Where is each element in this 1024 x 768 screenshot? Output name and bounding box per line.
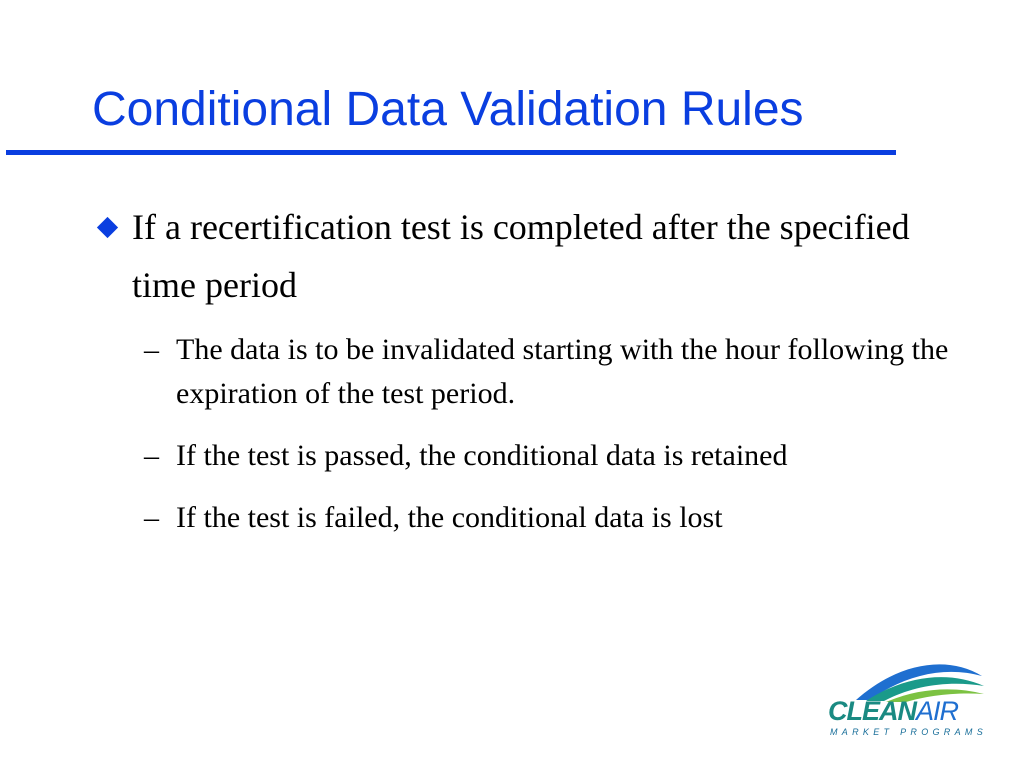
logo-word-clean: CLEAN (828, 696, 916, 726)
sub-bullet-item (144, 328, 978, 416)
bullet-text: If a recertification test is completed after the specified time period (132, 207, 910, 305)
logo-subtitle: MARKET PROGRAMS (830, 727, 988, 737)
slide-title: Conditional Data Validation Rules (92, 83, 804, 136)
sub-bullet-text: If the test is passed, the conditional data is retained (176, 439, 788, 472)
dash-bullet: – (144, 439, 159, 472)
clean-air-markets-logo (826, 654, 986, 744)
dash-bullet: – (144, 501, 159, 534)
sub-bullet-text: If the test is failed, the conditional data is lost (176, 501, 723, 534)
bullet-item (98, 198, 978, 314)
sub-bullet-text: The data is to be invalidated starting with the hour following the expiration of the test period. (176, 333, 949, 410)
dash-bullet: – (144, 333, 159, 366)
sub-bullet-item (144, 496, 978, 540)
sub-bullet-list (98, 328, 978, 540)
logo-word-air: AIR (916, 696, 959, 726)
title-underline (6, 150, 896, 155)
logo-wordmark (828, 698, 958, 725)
sub-bullet-item (144, 434, 978, 478)
diamond-bullet-icon (97, 217, 118, 238)
slide-body (98, 198, 978, 558)
